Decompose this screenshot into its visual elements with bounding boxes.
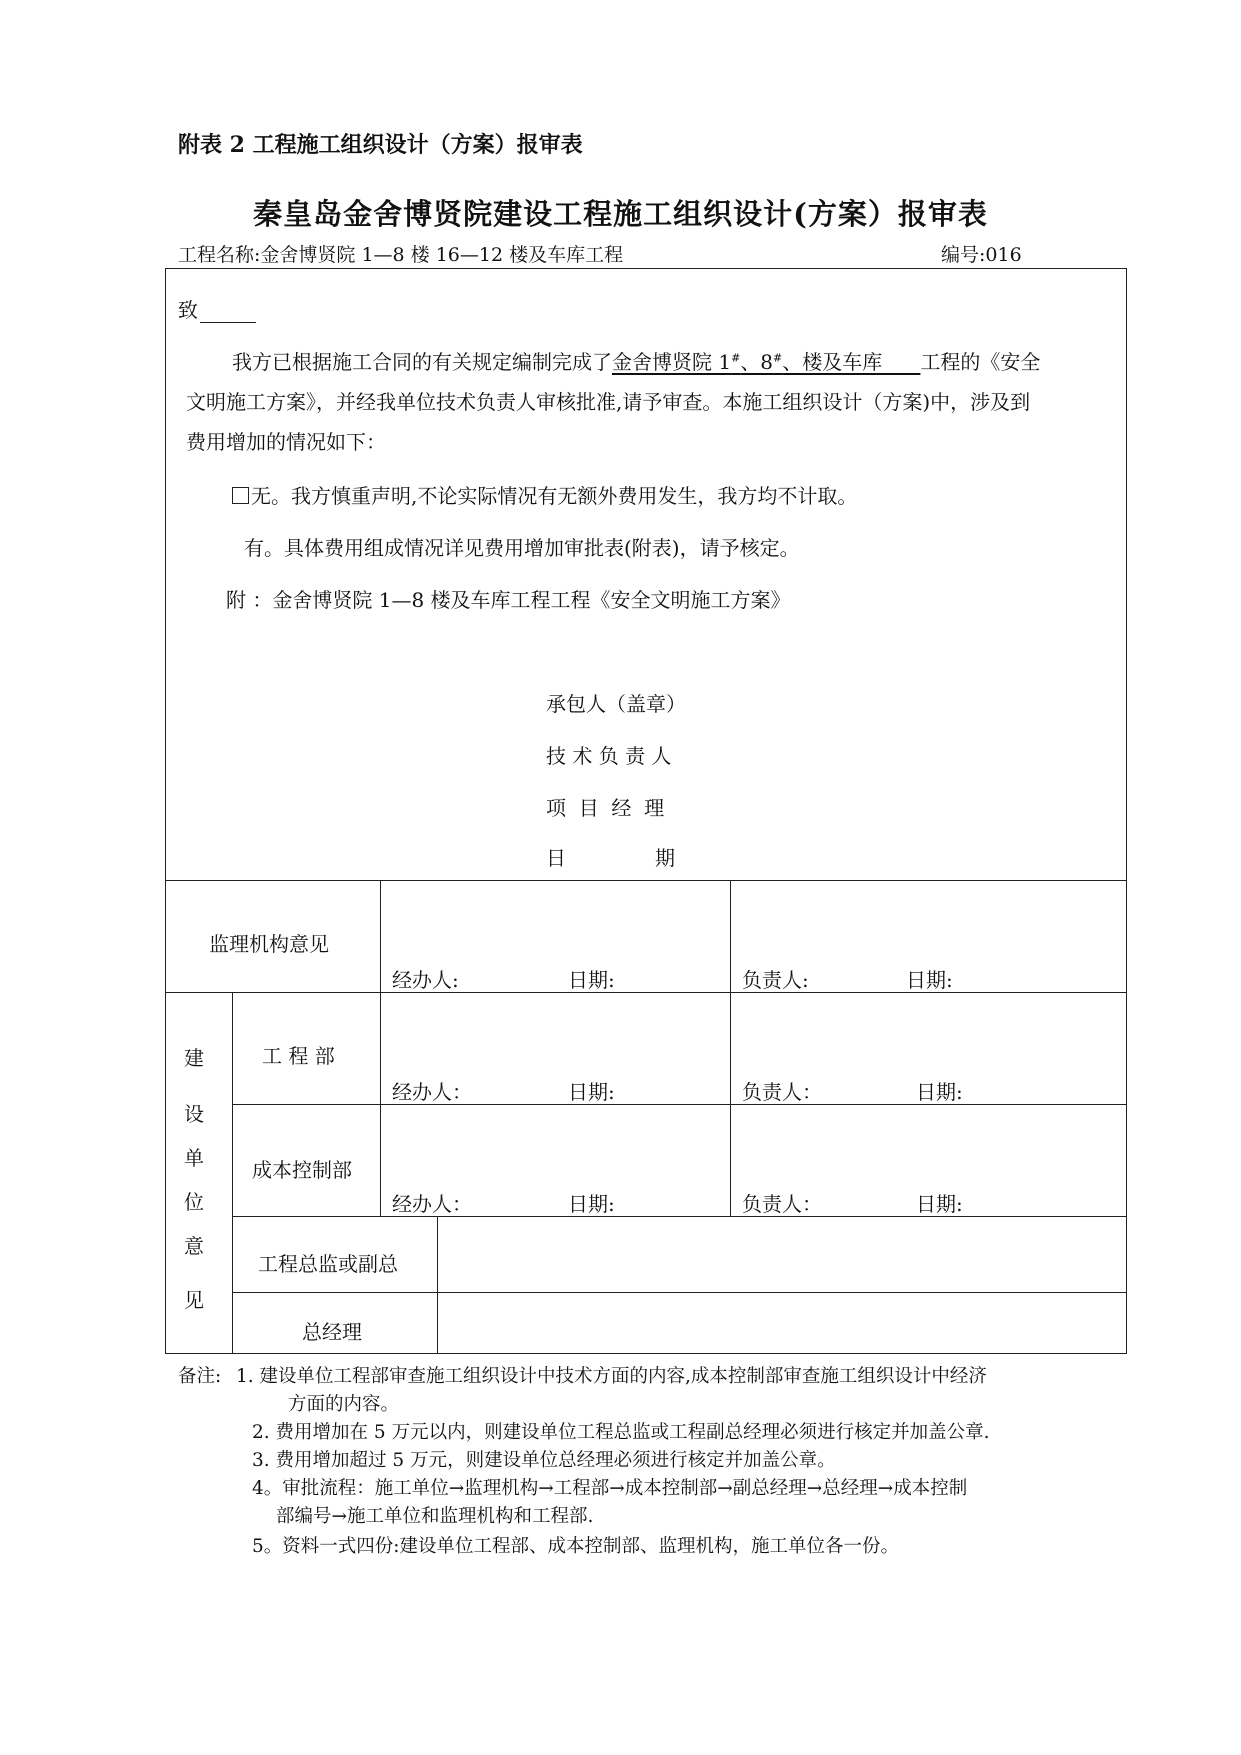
cost-date-2: 日期: xyxy=(916,1192,963,1216)
superscript-mark: # xyxy=(773,351,783,365)
divider xyxy=(437,1216,438,1354)
addressee-line xyxy=(178,294,256,323)
divider xyxy=(232,1104,1127,1105)
eng-date-2: 日期: xyxy=(916,1080,963,1104)
chief-supervisor-label: 工程总监或副总 xyxy=(258,1252,398,1276)
project-ref-part3: 、楼及车库 xyxy=(782,350,921,374)
cost-responsible: 负责人： xyxy=(742,1192,822,1216)
engineering-dept-label: 工 程 部 xyxy=(262,1044,335,1068)
letter-text: 工程的《安全 xyxy=(920,350,1041,374)
letter-paragraph-line-3: 费用增加的情况如下： xyxy=(186,430,386,454)
checkbox-none[interactable] xyxy=(232,487,249,504)
cost-dept-label: 成本控制部 xyxy=(252,1158,352,1182)
note-item: 1. 建设单位工程部审查施工组织设计中技术方面的内容,成本控制部审查施工组织设计中经济 xyxy=(236,1366,987,1387)
divider xyxy=(165,992,1127,993)
note-item: 方面的内容。 xyxy=(288,1394,400,1415)
letter-paragraph-line-1 xyxy=(232,346,1040,375)
divider xyxy=(380,880,381,992)
divider xyxy=(730,880,731,1216)
project-name-line xyxy=(178,240,623,267)
project-name-value: 金舍博贤院 1—8 楼 16—12 楼及车库工程 xyxy=(260,244,624,266)
project-ref-underlined xyxy=(612,350,920,374)
eng-handler: 经办人： xyxy=(392,1080,472,1104)
form-number-value: 016 xyxy=(985,244,1022,266)
vertical-label-char: 见 xyxy=(184,1288,204,1312)
project-manager: 项 目 经 理 xyxy=(546,796,665,820)
contractor-seal: 承包人（盖章） xyxy=(546,692,686,716)
notes-label: 备注: xyxy=(178,1366,222,1387)
vertical-label-char: 设 xyxy=(184,1102,204,1126)
option-yes: 有。具体费用组成情况详见费用增加审批表(附表)，请予核定。 xyxy=(244,536,800,560)
vertical-label-char: 单 xyxy=(184,1146,204,1170)
divider xyxy=(165,880,1127,881)
letter-text: 我方已根据施工合同的有关规定编制完成了 xyxy=(232,350,612,374)
superscript-mark: # xyxy=(731,351,741,365)
note-item: 部编号→施工单位和监理机构和工程部. xyxy=(276,1506,594,1527)
form-title: 秦皇岛金舍博贤院建设工程施工组织设计(方案）报审表 xyxy=(253,197,988,231)
vertical-label-char: 意 xyxy=(184,1234,204,1258)
to-label: 致 xyxy=(178,298,198,322)
general-manager-label: 总经理 xyxy=(302,1320,362,1344)
supervision-handler: 经办人: xyxy=(392,968,459,992)
option-none xyxy=(232,480,857,509)
project-ref-part1: 金舍博贤院 1 xyxy=(612,350,732,374)
cost-date: 日期: xyxy=(568,1192,615,1216)
vertical-label-char: 建 xyxy=(184,1046,204,1070)
divider xyxy=(380,992,381,1216)
eng-date: 日期: xyxy=(568,1080,615,1104)
supervision-date: 日期: xyxy=(568,968,615,992)
note-item: 3. 费用增加超过 5 万元，则建设单位总经理必须进行核定并加盖公章。 xyxy=(252,1450,836,1471)
addressee-blank[interactable] xyxy=(200,302,256,323)
attachment-line: 附 ：金舍博贤院 1—8 楼及车库工程工程《安全文明施工方案》 xyxy=(226,588,791,612)
form-number-label: 编号: xyxy=(941,244,986,266)
signature-date: 日 期 xyxy=(546,846,676,870)
vertical-label-char: 位 xyxy=(184,1190,204,1214)
divider xyxy=(232,1216,1127,1217)
note-item: 2. 费用增加在 5 万元以内，则建设单位工程总监或工程副总经理必须进行核定并加盖公章. xyxy=(252,1422,990,1443)
supervision-responsible: 负责人: xyxy=(742,968,809,992)
divider xyxy=(232,1292,1127,1293)
tech-lead: 技 术 负 责 人 xyxy=(546,744,672,768)
form-number xyxy=(941,240,1022,267)
note-item: 5。资料一式四份:建设单位工程部、成本控制部、监理机构，施工单位各一份。 xyxy=(252,1536,900,1557)
eng-responsible: 负责人： xyxy=(742,1080,822,1104)
project-ref-part2: 、8 xyxy=(740,350,774,374)
note-item: 4。审批流程：施工单位→监理机构→工程部→成本控制部→副总经理→总经理→成本控制 xyxy=(252,1478,968,1499)
letter-paragraph-line-2: 文明施工方案》，并经我单位技术负责人审核批准,请予审查。本施工组织设计（方案)中，涉及到 xyxy=(186,390,1031,414)
option-none-label: 无。我方慎重声明,不论实际情况有无额外费用发生，我方均不计取。 xyxy=(251,484,858,508)
project-name-label: 工程名称: xyxy=(178,244,261,266)
supervision-date-2: 日期: xyxy=(906,968,953,992)
divider xyxy=(232,992,233,1354)
appendix-heading: 附表 2 工程施工组织设计（方案）报审表 xyxy=(178,132,583,158)
cost-handler: 经办人： xyxy=(392,1192,472,1216)
supervision-label: 监理机构意见 xyxy=(209,932,329,956)
